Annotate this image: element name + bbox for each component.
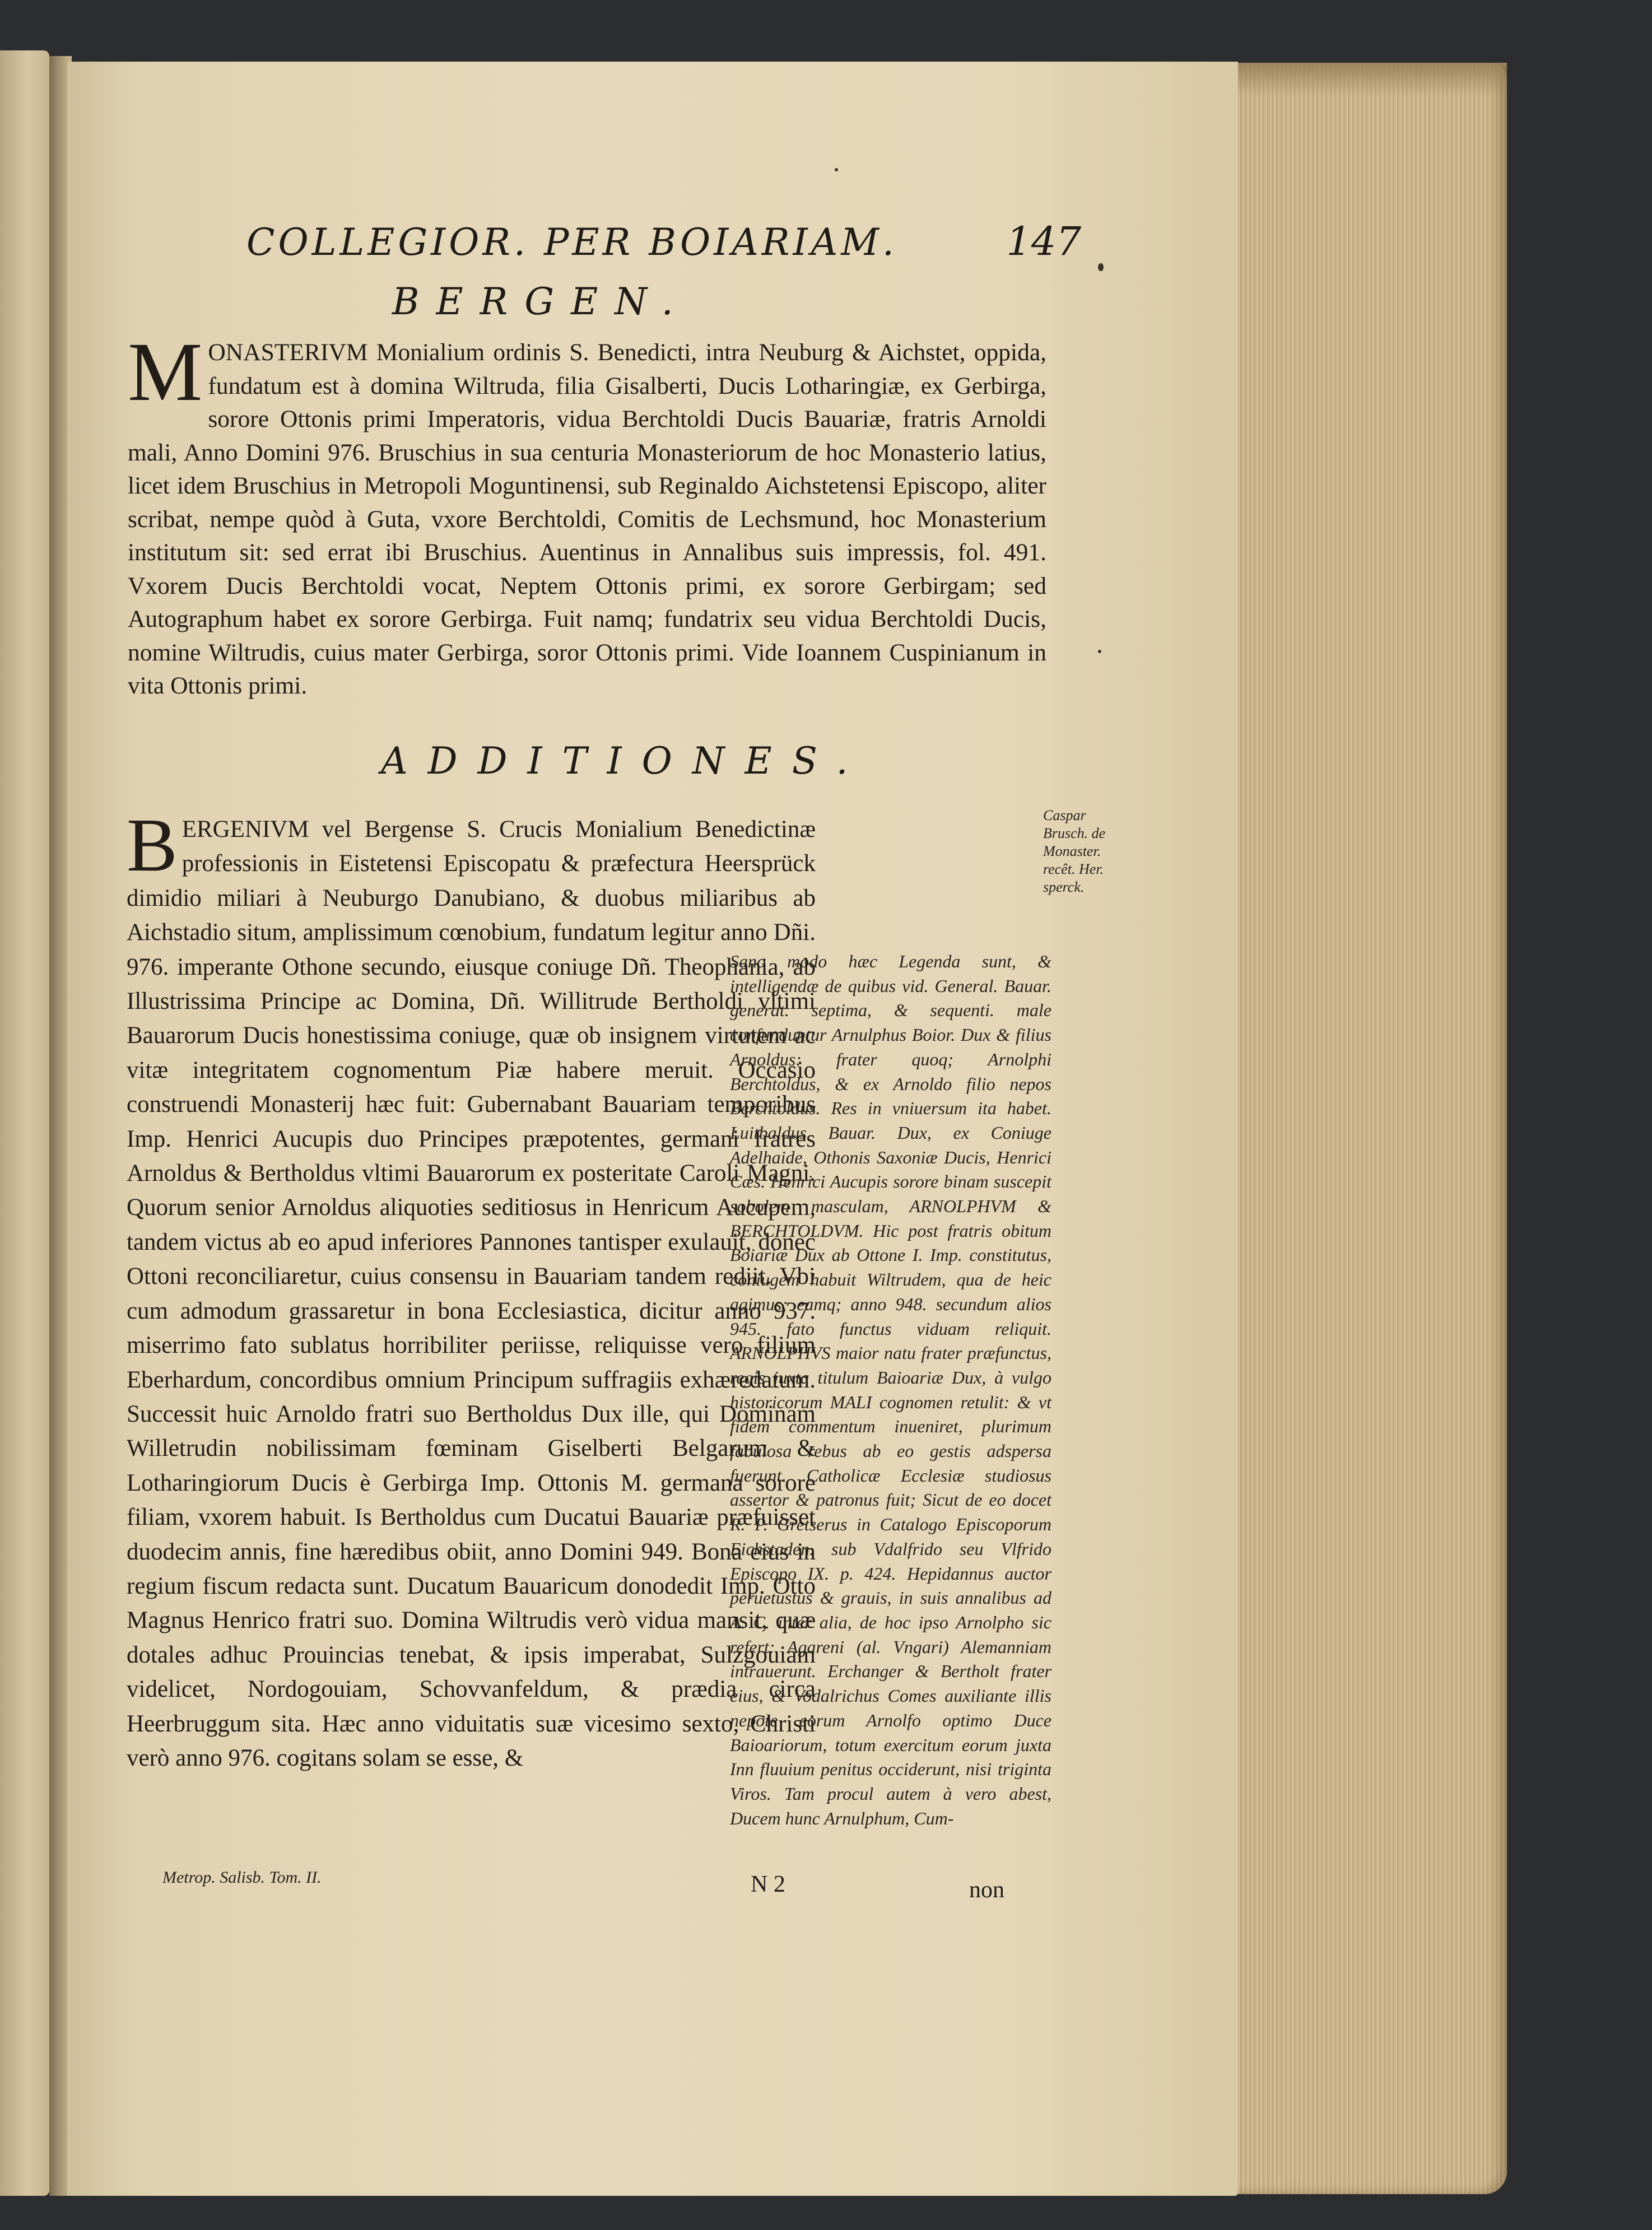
running-head: [246, 218, 1081, 280]
additions-paragraph: [127, 803, 816, 1775]
footnote: Sano modo hæc Legenda sunt, & intelligendæ de quibus vid. General. Bauar. generat. septima, & sequenti. male confunduntur Arnulphus Boior. Dux & filius Arnoldus: frater quoq; Arnolphi Berchtoldus, & ex Arnoldo filio nepos Berchtoldus. Res in vniuersum ita habet. Luitbaldus Bauar. Dux, ex Coniuge Adelhaide, Othonis Saxoniæ Ducis, Henrici Cæs. Henrici Aucupis sorore binam suscepit sobolem masculam, ARNOLPHVM & BERCHTOLDVM. Hic post fratris obitum Boiariæ Dux ab Ottone I. Imp. constitutus, coniugem habuit Wiltrudem, qua de heic agimus; eamq; anno 948. secundum alios 945. fato functus viduam reliquit. ARNOLPHVS maior natu frater præfunctus, regis juxta titulum Baioariæ Dux, à vulgo historicorum MALI cognomen retulit: & vt fidem commentum inueniret, plurimum fabulosa rebus ab eo gestis adspersa fuerunt. Catholicæ Ecclesiæ studiosus assertor & patronus fuit; Sicut de eo docet R. P. Gretserus in Catalogo Episcoporum Eichstaden. sub Vdalfrido seu Vlfrido Episcopo IX. p. 424. Hepidannus auctor peruetustus & grauis, in suis annalibus ad A. C. inter alia, de hoc ipso Arnolpho sic refert: Agareni (al. Vngari) Alemanniam intrauerunt. Erchanger & Bertholt frater eius, & Vodalrichus Comes auxiliante illis nepote eorum Arnolfo optimo Duce Baioariorum, totum exercitum eorum juxta Inn fluuium penitus occiderunt, nisi triginta Viros. Tam procul autem à vero abest, Ducem hunc Arnulphum, Cum-: [730, 951, 1051, 1828]
footer-reference: Metrop. Salisb. Tom. II.: [162, 1868, 322, 1887]
section-title: BERGEN.: [392, 280, 690, 323]
drop-cap: M: [128, 325, 203, 418]
margin-note: Caspar Brusch. de Monaster. recêt. Her. sperck.: [1043, 807, 1106, 895]
drop-cap: B: [127, 803, 178, 887]
additions-paragraph-text: ERGENIVM vel Bergense S. Crucis Monialium Benedictinæ professionis in Eistetensi Episcopatu & præfectura Heersprück dimidio miliari à Neuburgo Danubiano, & duobus miliaribus ab Aichstadio situm, amplissimum cœnobium, fundatum legitur anno Dñi. 976. imperante Othone secundo, eiusque coniuge Dñ. Theophania, ab Illustrissima Principe ac Domina, Dñ. Willitrude Bertholdi vltimi Bauarorum Ducis honestissima coniuge, quæ ob insignem virtutem ac vitæ integritatem cognomentum Piæ habere meruit. Occasio construendi Monasterij hæc fuit: Gubernabant Bauariam temporibus Imp. Henrici Aucupis duo Principes præpotentes, germani fratres Arnoldus & Bertholdus vltimi Bauarorum ex posteritate Caroli Magni. Quorum senior Arnoldus aliquoties seditiosus in Henricum Aucupem, tandem victus ab eo apud inferiores Pannones tantisper exulauit, donec Ottoni reconciliaretur, cuius consensu in Bauariam tandem rediit. Vbi cum admodum grassaretur in bona Ecclesiastica, dicitur anno 937. miserrimo fato sublatus horribiliter periisse, reliquisse vero filium Eberhardum, concordibus omnium Principum suffragiis exhæredatum. Successit huic Arnoldo fratri suo Bertholdus Dux ille, qui Dominam Willetrudin nobilissimam fœminam Giselberti Belgarum & Lotharingiorum Ducis è Gerbirga Imp. Ottonis M. germana sorore filiam, vxorem habuit. Is Bertholdus cum Ducatui Bauariæ præfuisset duodecim annis, fine hæredibus obiit, anno Domini 949. Bona eius in regium fiscum redacta sunt. Ducatum Bauaricum donodedit Imp. Otto Magnus Henrico fratri suo. Domina Wiltrudis verò vidua mansit, quæ dotales adhuc Prouincias tenebat, & ipsis imperabat, Sulzgouiam videlicet, Nordogouiam, Schovvanfeldum, & prædia circa Heerbruggum sita. Hæc anno viduitatis suæ vicesimo sexto, Christi verò anno 976. cogitans solam se esse, &: [127, 816, 816, 1771]
signature-mark: N 2: [751, 1871, 785, 1897]
previous-page-edge: [0, 50, 49, 2196]
catchword: non: [969, 1877, 1004, 1903]
main-paragraph-text: ONASTERIVM Monialium ordinis S. Benedicti, intra Neuburg & Aichstet, oppida, fundatum est à domina Wiltruda, filia Gisalberti, Ducis Lotharingiæ, ex Gerbirga, sorore Ottonis primi Imperatoris, vidua Berchtoldi Ducis Bauariæ, fratris Arnoldi mali, Anno Domini 976. Bruschius in sua centuria Monasteriorum de hoc Monasterio latius, licet idem Bruschius in Metropoli Moguntinensi, sub Reginaldo Aichstetensi Episcopo, aliter scribat, nempe quòd à Guta, vxore Berchtoldi, Comitis de Lechsmund, hoc Monasterium institutum sit: sed errat ibi Bruschius. Auentinus in Annalibus suis impressis, fol. 491. Vxorem Ducis Berchtoldi vocat, Neptem Ottonis primi, ex sorore Gerbirgam; sed Autographum habet ex sorore Gerbirga. Fuit namq; fundatrix seu vidua Berchtoldi Ducis, nomine Wiltrudis, cuius mater Gerbirga, soror Ottonis primi. Vide Ioannem Cuspinianum in vita Ottonis primi.: [128, 339, 1046, 699]
main-paragraph: [128, 325, 1046, 703]
page-number: 147: [1006, 218, 1081, 264]
running-title: COLLEGIOR. PER BOIARIAM.: [246, 221, 897, 264]
additions-title: ADDITIONES.: [381, 739, 868, 783]
page-block-edges: [1238, 63, 1507, 2194]
